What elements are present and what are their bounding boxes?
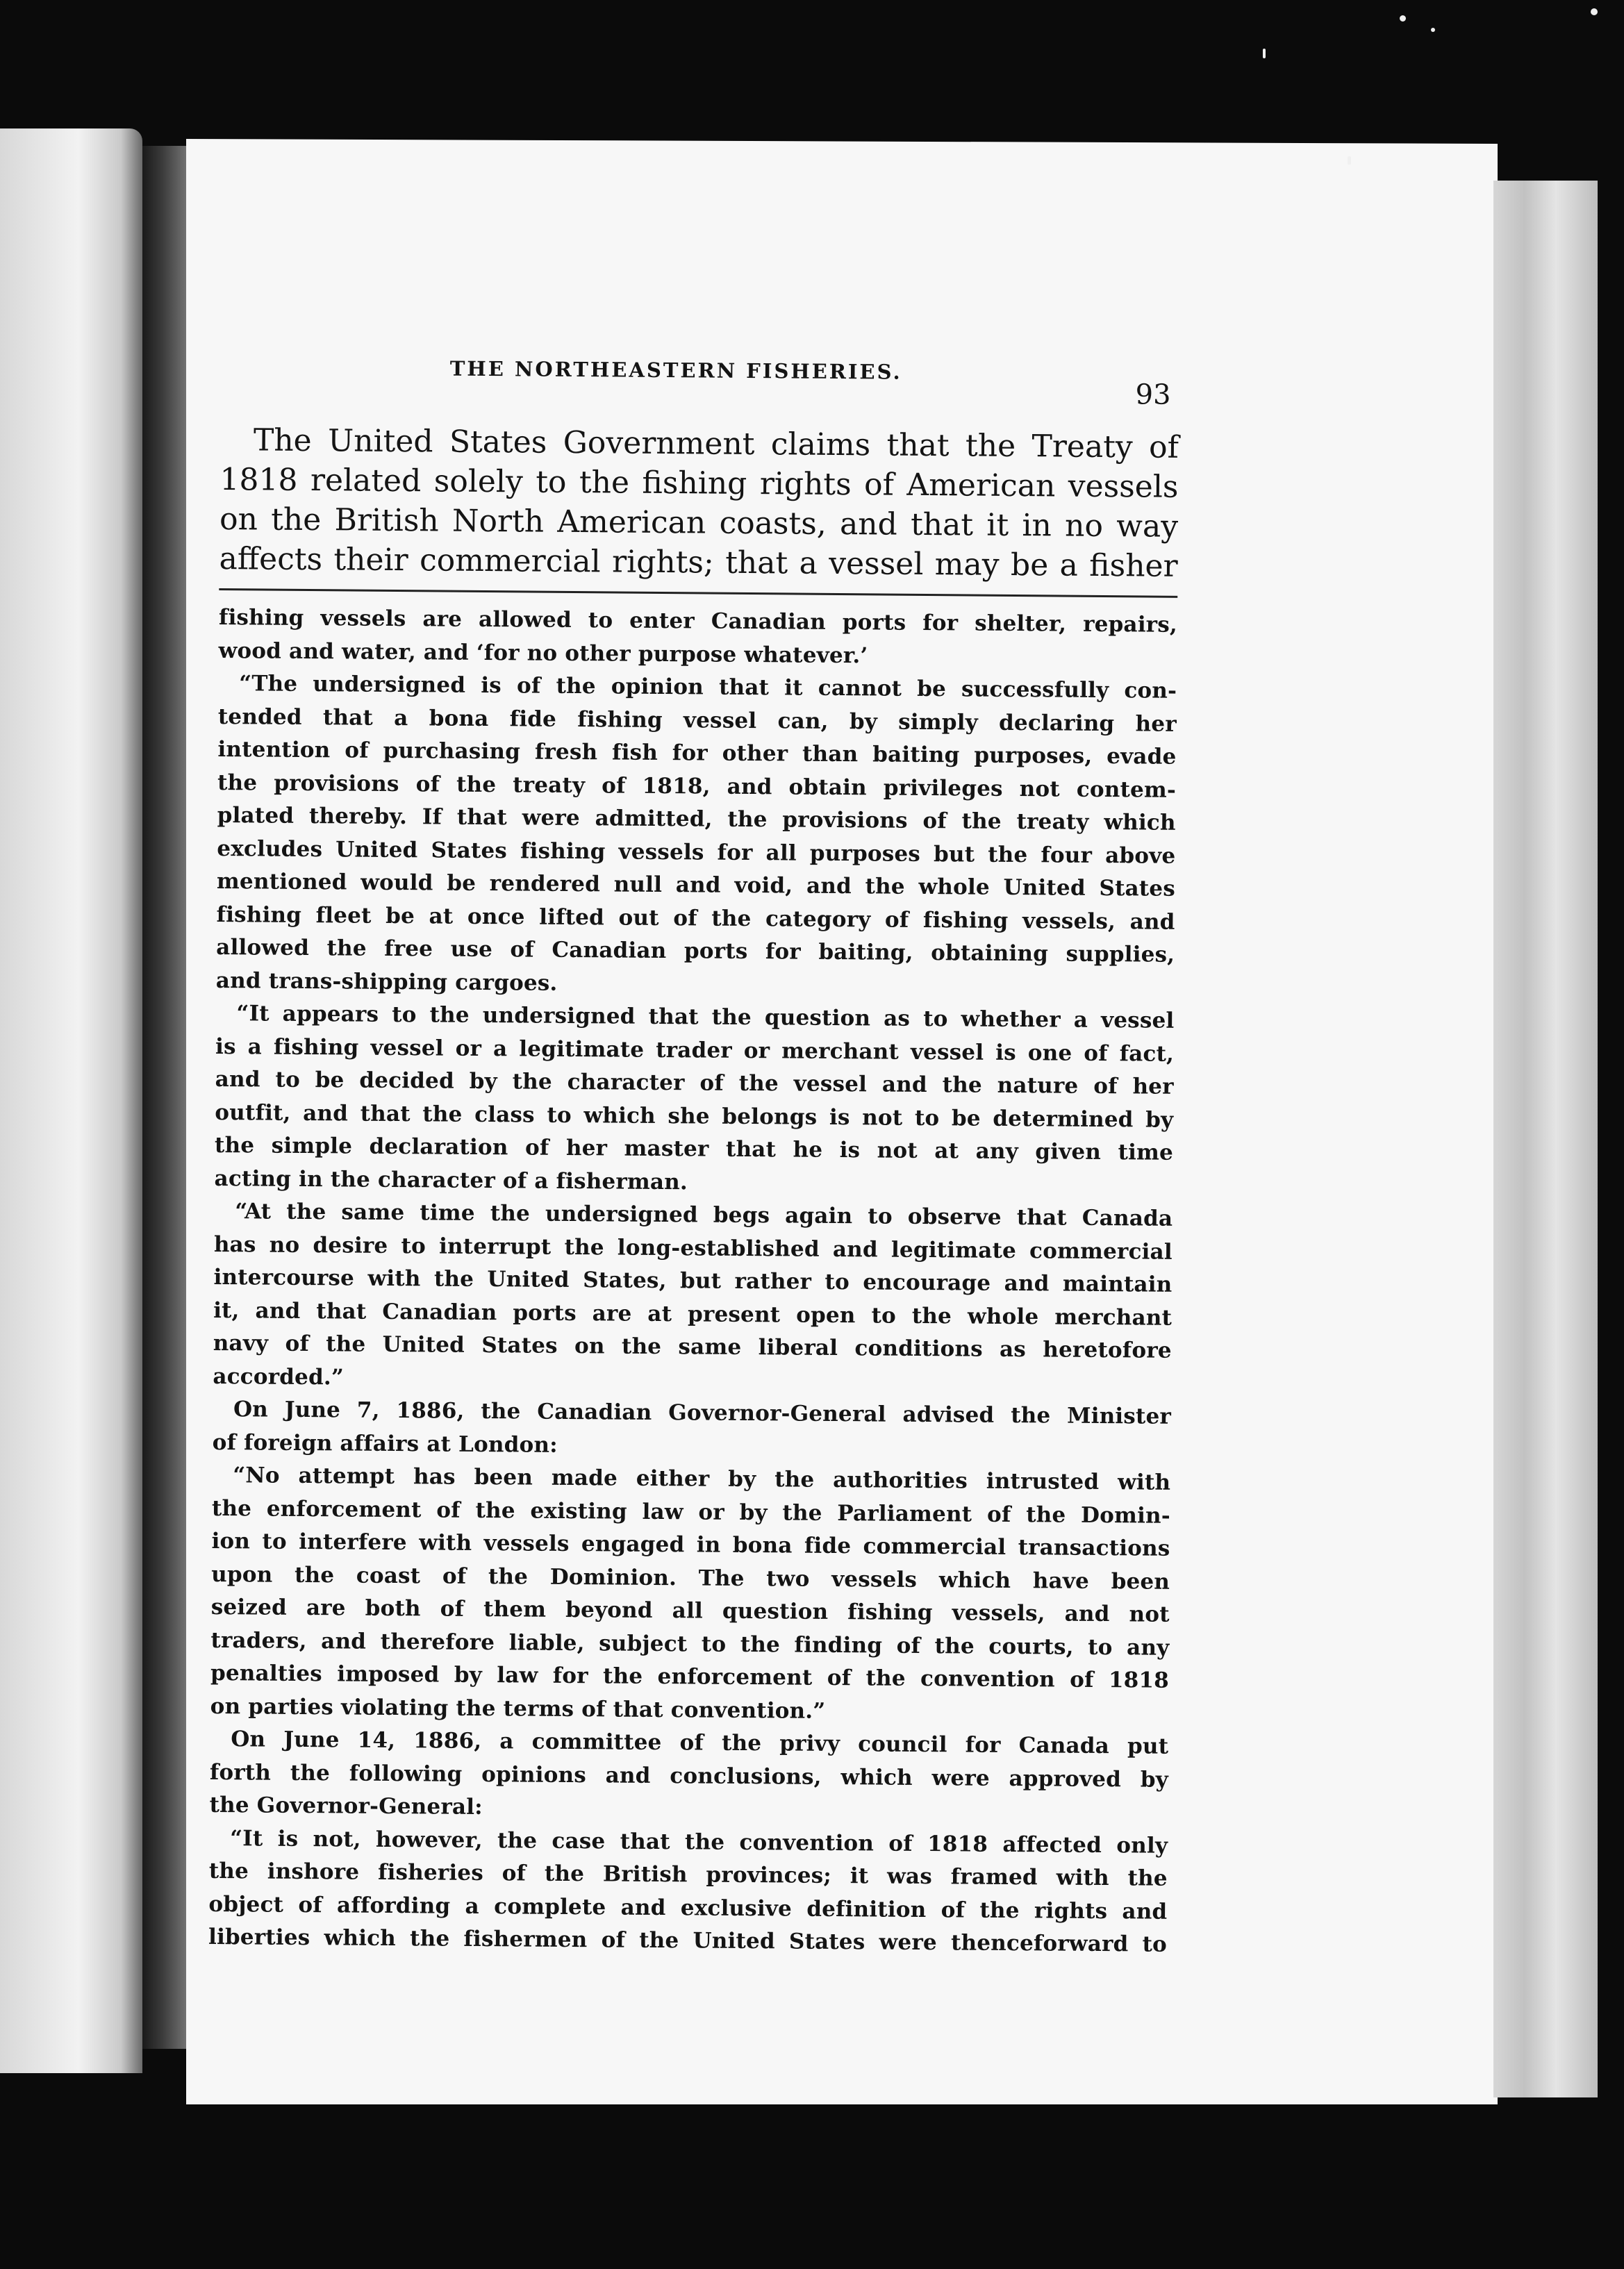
footnote-line: “No attempt has been made either by the authorities intrusted with	[233, 1463, 1171, 1495]
footnote-line: accorded.”	[213, 1363, 345, 1390]
footnote-text	[208, 601, 1177, 1961]
footnote-line: the enforcement of the existing law or by the Parliament of the Domin-	[211, 1495, 1171, 1529]
page-block-edge	[1493, 181, 1598, 2097]
footnote-line: the Governor-General:	[209, 1792, 483, 1820]
body-line: affects their commercial rights; that a vessel may be a fisher	[219, 540, 1178, 584]
footnote-line: has no desire to interrupt the long-established and legitimate commercial	[213, 1231, 1173, 1265]
footnote-line: the inshore fisheries of the British provinces; it was framed with the	[208, 1858, 1168, 1891]
footnote-line: acting in the character of a fisherman.	[214, 1165, 688, 1195]
page-number: 93	[1135, 379, 1171, 411]
footnote-rule	[219, 588, 1177, 598]
footnote-line: seized are both of them beyond all question fishing vessels, and not	[210, 1594, 1170, 1627]
footnote-line: outfit, and that the class to which she belongs is not to be determined by	[215, 1099, 1174, 1133]
footnote-line: fishing vessels are allowed to enter Canadian ports for shelter, repairs,	[218, 604, 1178, 638]
body-line: on the British North American coasts, and that it in no way	[219, 501, 1179, 545]
footnote-line: upon the coast of the Dominion. The two vessels which have been	[211, 1561, 1170, 1595]
body-line: 1818 related solely to the fishing rights of American vessels	[219, 461, 1179, 505]
dust-speck	[1263, 49, 1266, 58]
footnote-line: the provisions of the treaty of 1818, and obtain privileges not contem-	[217, 770, 1177, 803]
dust-speck	[1591, 8, 1598, 15]
footnote-line: intercourse with the United States, but rather to encourage and maintain	[213, 1264, 1173, 1297]
footnote-line: forth the following opinions and conclusions, which were approved by	[209, 1759, 1169, 1793]
footnote-line: excludes United States fishing vessels for all purposes but the four above	[217, 836, 1176, 869]
body-text	[219, 420, 1179, 586]
footnote-line: object of affording a complete and exclusive definition of the rights and	[208, 1891, 1168, 1925]
footnote-line: mentioned would be rendered null and void, and the whole United States	[216, 868, 1176, 901]
footnote-line: fishing fleet be at once lifted out of the category of fishing vessels, and	[216, 901, 1175, 935]
footnote-line: liberties which the fishermen of the United States were thenceforward to	[208, 1924, 1168, 1957]
footnote-line: on parties violating the terms of that convention.”	[210, 1693, 826, 1724]
footnote-line: plated thereby. If that were admitted, the provisions of the treaty which	[217, 802, 1176, 836]
footnote-line: wood and water, and ‘for no other purpose whatever.’	[218, 638, 868, 668]
footnote-line: ion to interfere with vessels engaged in bona fide commercial transactions	[211, 1528, 1170, 1561]
dust-speck	[1400, 15, 1406, 22]
left-facing-page-edge	[0, 128, 142, 2073]
footnote-line: penalties imposed by law for the enforcement of the convention of 1818	[210, 1660, 1170, 1693]
footnote-line: allowed the free use of Canadian ports for baiting, obtaining supplies,	[216, 934, 1175, 967]
footnote-line: is a fishing vessel or a legitimate trader or merchant vessel is one of fact,	[215, 1033, 1175, 1067]
footnote-line: “The undersigned is of the opinion that it cannot be successfully con-	[239, 671, 1177, 704]
footnote-line: tended that a bona fide fishing vessel can, by simply declaring her	[217, 704, 1177, 737]
footnote-line: On June 7, 1886, the Canadian Governor-General advised the Minister	[233, 1397, 1172, 1429]
footnote-line: and trans-shipping cargoes.	[215, 967, 558, 996]
footnote-line: of foreign affairs at London:	[212, 1429, 558, 1458]
footnote-line: and to be decided by the character of the vessel and the nature of her	[215, 1066, 1174, 1099]
footnote-line: “It is not, however, the case that the convention of 1818 affected only	[230, 1825, 1168, 1859]
running-head	[221, 351, 1179, 411]
body-line: The United States Government claims that the Treaty of	[253, 422, 1179, 465]
footnote-line: “It appears to the undersigned that the question as to whether a vessel	[236, 1001, 1175, 1033]
footnote-line: navy of the United States on the same liberal conditions as heretofore	[213, 1330, 1172, 1363]
page-content	[208, 351, 1179, 1961]
footnote-line: it, and that Canadian ports are at present open to the whole merchant	[213, 1297, 1173, 1331]
footnote-line: intention of purchasing fresh fish for other than baiting purposes, evade	[217, 736, 1177, 770]
footnote-line: traders, and therefore liable, subject to the finding of the courts, to any	[210, 1627, 1170, 1661]
running-title: THE NORTHEASTERN FISHERIES.	[449, 356, 902, 384]
dust-speck	[1348, 156, 1351, 165]
footnote-line: On June 14, 1886, a committee of the privy council for Canada put	[231, 1727, 1169, 1759]
book-spine-shadow	[142, 146, 191, 2049]
footnote-line: the simple declaration of her master that he is not at any given time	[214, 1132, 1174, 1165]
dust-speck	[1431, 28, 1435, 32]
footnote-line: “At the same time the undersigned begs again to observe that Canada	[235, 1199, 1173, 1231]
